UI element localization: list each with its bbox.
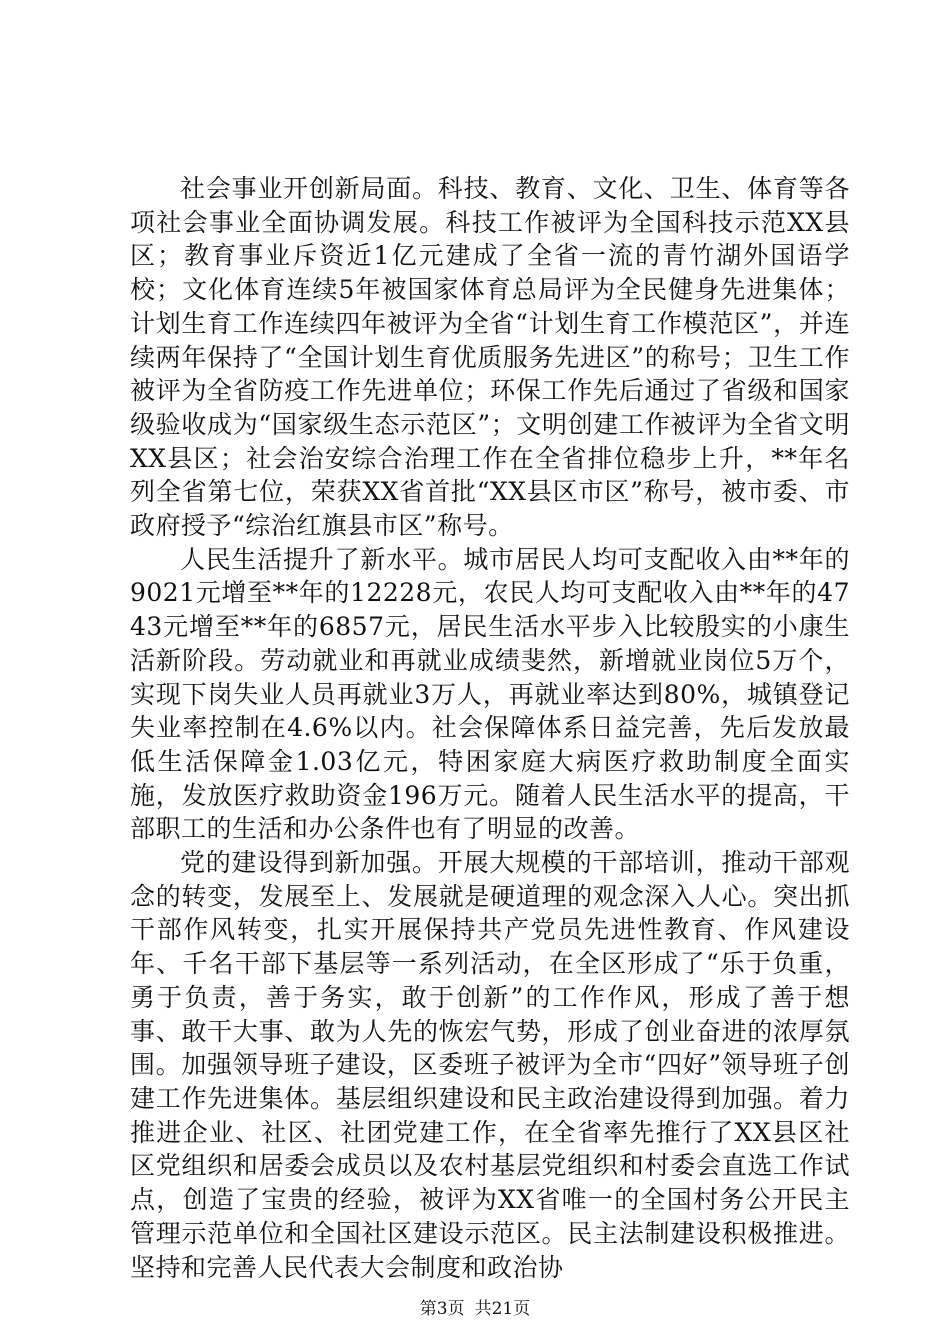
paragraph-living-standards: 人民生活提升了新水平。城市居民人均可支配收入由**年的9021元增至**年的12228元，农民人均可支配收入由**年的4743元增至**年的6857元，居民生活水平步入比较殷实的小康生活新阶段。劳动就业和再就业成绩斐然，新增就业岗位5万个，实现下岗失业人员再就业3万人，再就业率达到80%，城镇登记失业率控制在4.6%以内。社会保障体系日益完善，先后发放最低生活保障金1.03亿元，特困家庭大病医疗救助制度全面实施，发放医疗救助资金196万元。随着人民生活水平的提高，干部职工的生活和办公条件也有了明显的改善。 bbox=[130, 544, 850, 844]
page-footer bbox=[0, 1298, 950, 1320]
paragraph-social-affairs: 社会事业开创新局面。科技、教育、文化、卫生、体育等各项社会事业全面协调发展。科技工作被评为全国科技示范XX县区；教育事业斥资近1亿元建成了全省一流的青竹湖外国语学校；文化体育连续5年被国家体育总局评为全民健身先进集体；计划生育工作连续四年被评为全省“计划生育工作模范区”，并连续两年保持了“全国计划生育优质服务先进区”的称号；卫生工作被评为全省防疫工作先进单位；环保工作先后通过了省级和国家级验收成为“国家级生态示范区”；文明创建工作被评为全省文明XX县区；社会治安综合治理工作在全省排位稳步上升，**年名列全省第七位，荣获XX省首批“XX县区市区”称号，被市委、市政府授予“综治红旗县市区”称号。 bbox=[130, 174, 850, 541]
paragraph-party-building: 党的建设得到新加强。开展大规模的干部培训，推动干部观念的转变，发展至上、发展就是硬道理的观念深入人心。突出抓干部作风转变，扎实开展保持共产党员先进性教育、作风建设年、千名干部下基层等一系列活动，在全区形成了“乐于负重，勇于负责，善于务实，敢于创新”的工作作风，形成了善于想事、敢干大事、敢为人先的恢宏气势，形成了创业奋进的浓厚氛围。加强领导班子建设，区委班子被评为全市“四好”领导班子创建工作先进集体。基层组织建设和民主政治建设得到加强。着力推进企业、社区、社团党建工作，在全省率先推行了XX县区社区党组织和居委会成员以及农村基层党组织和村委会直选工作试点，创造了宝贵的经验，被评为XX省唯一的全国村务公开民主管理示范单位和全国社区建设示范区。民主法制建设积极推进。坚持和完善人民代表大会制度和政治协 bbox=[130, 848, 850, 1282]
page-total: 共21页 bbox=[474, 1299, 531, 1319]
page-number: 第3页 bbox=[419, 1299, 465, 1319]
document-body bbox=[130, 172, 850, 1284]
